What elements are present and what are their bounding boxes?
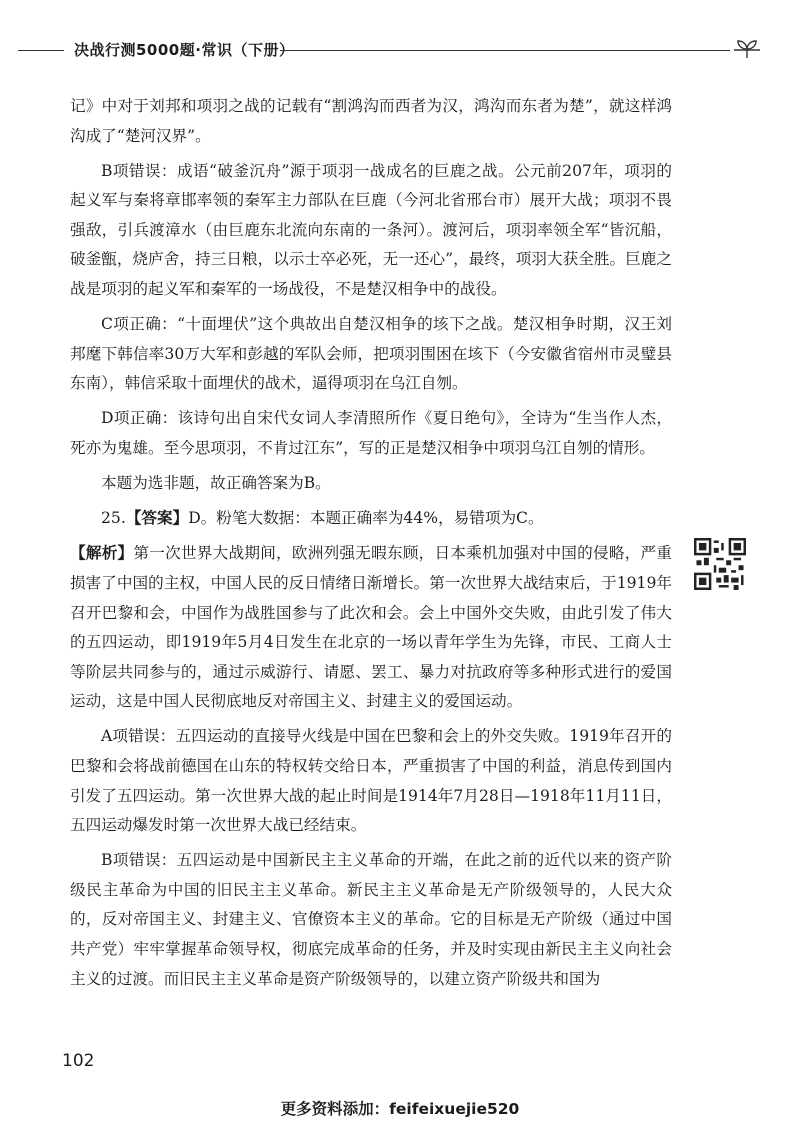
answer-text: D。粉笔大数据：本题正确率为44%，易错项为C。 <box>188 509 544 528</box>
footer-note: 更多资料添加：feifeixuejie520 <box>280 1100 520 1118</box>
paragraph-option-a-2: A项错误：五四运动的直接导火线是中国在巴黎和会上的外交失败。1919年召开的巴黎和会将战前德国在山东的特权转交给日本，严重损害了中国的利益，消息传到国内引发了五四运动。第一次世界大战的起止时间是1914年7月28日—1918年11月11日，五四运动爆发时第一次世界大战已经结束。 <box>70 727 672 835</box>
paragraph-option-d-1: D项正确：该诗句出自宋代女词人李清照所作《夏日绝句》，全诗为“生当作人杰，死亦为鬼雄。至今思项羽，不肯过江东”，写的正是楚汉相争中项羽乌江自刎的情形。 <box>70 409 672 458</box>
qr-code-icon <box>694 538 746 590</box>
paragraph-answer <box>70 504 672 534</box>
header-rule-right <box>280 50 730 51</box>
analysis-label: 【解析】 <box>70 544 134 563</box>
running-header <box>0 36 800 66</box>
body-text <box>70 92 672 1000</box>
sprout-icon <box>730 36 764 64</box>
analysis-text: 第一次世界大战期间，欧洲列强无暇东顾，日本乘机加强对中国的侵略，严重损害了中国的主权，中国人民的反日情绪日渐增长。第一次世界大战结束后，于1919年召开巴黎和会，中国作为战胜国参与了此次和会。会上中国外交失败，由此引发了伟大的五四运动，即1919年5月4日发生在北京的一场以青年学生为先锋，市民、工商人士等阶层共同参与的，通过示威游行、请愿、罢工、暴力对抗政府等多种形式进行的爱国运动，这是中国人民彻底地反对帝国主义、封建主义的爱国运动。 <box>70 544 672 711</box>
paragraph-conclusion: 本题为选非题，故正确答案为B。 <box>101 474 331 493</box>
paragraph-option-b-2: B项错误：五四运动是中国新民主主义革命的开端，在此之前的近代以来的资产阶级民主革命为中国的旧民主主义革命。新民主主义革命是无产阶级领导的，人民大众的，反对帝国主义、封建主义、官僚资本主义的革命。它的目标是无产阶级（通过中国共产党）牢牢掌握革命领导权，彻底完成革命的任务，并及时实现由新民主主义向社会主义的过渡。而旧民主主义革命是资产阶级领导的，以建立资产阶级共和国为 <box>70 851 672 988</box>
paragraph-intro: 记》中对于刘邦和项羽之战的记载有“割鸿沟而西者为汉，鸿沟而东者为楚”，就这样鸿沟成了“楚河汉界”。 <box>70 97 672 145</box>
answer-label: 【答案】 <box>125 509 189 528</box>
header-rule-left <box>18 50 64 51</box>
question-number: 25. <box>101 509 126 528</box>
paragraph-option-c-1: C项正确：“十面埋伏”这个典故出自楚汉相争的垓下之战。楚汉相争时期，汉王刘邦麾下韩信率30万大军和彭越的军队会师，把项羽围困在垓下（今安徽省宿州市灵璧县东南），韩信采取十面埋伏的战术，逼得项羽在乌江自刎。 <box>70 315 672 393</box>
paragraph-analysis <box>70 539 672 717</box>
paragraph-option-b-1: B项错误：成语“破釜沉舟”源于项羽一战成名的巨鹿之战。公元前207年，项羽的起义军与秦将章邯率领的秦军主力部队在巨鹿（今河北省邢台市）展开大战；项羽不畏强敌，引兵渡漳水（由巨鹿东北流向东南的一条河）。渡河后，项羽率领全军“皆沉船，破釜甑，烧庐舍，持三日粮，以示士卒必死，无一还心”，最终，项羽大获全胜。巨鹿之战是项羽的起义军和秦军的一场战役，不是楚汉相争中的战役。 <box>70 161 672 299</box>
header-title: 决战行测5000题·常识（下册） <box>74 41 295 59</box>
page-number: 102 <box>62 1051 95 1071</box>
